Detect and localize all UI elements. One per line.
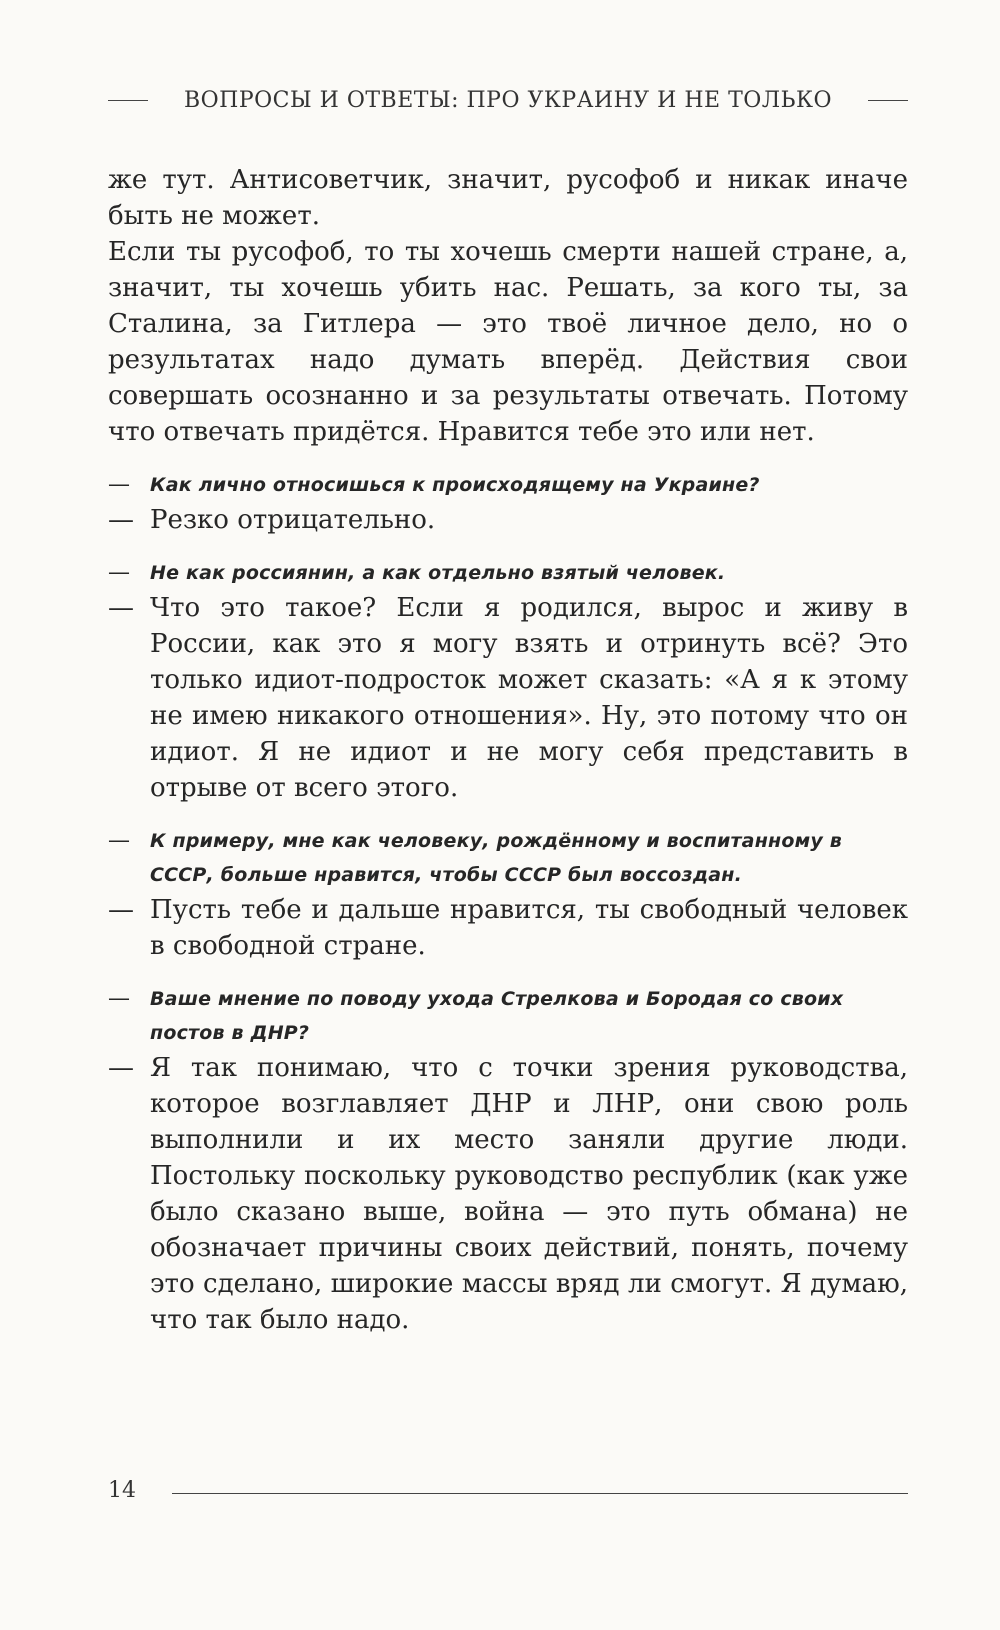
running-header xyxy=(108,88,908,113)
question-dash: — xyxy=(108,828,131,853)
answer-text: Что это такое? Если я родился, вырос и живу в России, как это я могу взять и отринуть всё? Это только идиот-подросток может сказать: «А я к этому не имею никакого отношения». Ну, это потому что он идиот. Я не идиот и не могу себя представить в отрыве от всего этого. xyxy=(150,593,908,803)
intro-paragraph-continued: же тут. Антисоветчик, значит, русофоб и никак иначе быть не может. xyxy=(108,165,908,231)
intro-paragraph: Если ты русофоб, то ты хочешь смерти нашей стране, а, значит, ты хочешь убить нас. Решать, за кого ты, за Сталина, за Гитлера — это твоё личное дело, но о результатах надо думать вперёд. Действия свои совершать осознанно и за результаты отвечать. Потому что отвечать придётся. Нравится тебе это или нет. xyxy=(108,237,908,447)
question-4 xyxy=(108,982,908,1050)
header-rule-right xyxy=(868,100,908,101)
answer-text: Резко отрицательно. xyxy=(150,505,436,535)
question-dash: — xyxy=(108,560,131,585)
question-2 xyxy=(108,556,908,590)
question-dash: — xyxy=(108,472,131,497)
question-text: Как лично относишься к происходящему на Украине? xyxy=(150,474,760,496)
answer-4 xyxy=(108,1050,908,1338)
footer-rule xyxy=(172,1493,908,1494)
answer-dash: — xyxy=(108,505,134,535)
question-text: К примеру, мне как человеку, рождённому и воспитанному в СССР, больше нравится, чтобы СССР был воссоздан. xyxy=(150,830,842,886)
page-body xyxy=(108,162,908,1338)
answer-dash: — xyxy=(108,593,134,623)
answer-3 xyxy=(108,892,908,964)
page-number: 14 xyxy=(108,1478,136,1503)
question-dash: — xyxy=(108,986,131,1011)
answer-dash: — xyxy=(108,895,134,925)
question-text: Ваше мнение по поводу ухода Стрелкова и Бородая со своих постов в ДНР? xyxy=(150,988,844,1044)
answer-text: Я так понимаю, что с точки зрения руководства, которое возглавляет ДНР и ЛНР, они свою роль выполнили и их место заняли другие люди. Постольку поскольку руководство республик (как уже было сказано выше, война — это путь обмана) не обозначает причины своих действий, понять, почему это сделано, широкие массы вряд ли смогут. Я думаю, что так было надо. xyxy=(150,1053,908,1335)
question-text: Не как россиянин, а как отдельно взятый человек. xyxy=(150,562,726,584)
running-header-title: ВОПРОСЫ И ОТВЕТЫ: ПРО УКРАИНУ И НЕ ТОЛЬКО xyxy=(183,88,833,113)
answer-2 xyxy=(108,590,908,806)
answer-1 xyxy=(108,502,908,538)
question-3 xyxy=(108,824,908,892)
answer-text: Пусть тебе и дальше нравится, ты свободный человек в свободной стране. xyxy=(150,895,908,961)
answer-dash: — xyxy=(108,1053,134,1083)
question-1 xyxy=(108,468,908,502)
page-footer xyxy=(108,1478,908,1503)
header-rule-left xyxy=(108,100,148,101)
